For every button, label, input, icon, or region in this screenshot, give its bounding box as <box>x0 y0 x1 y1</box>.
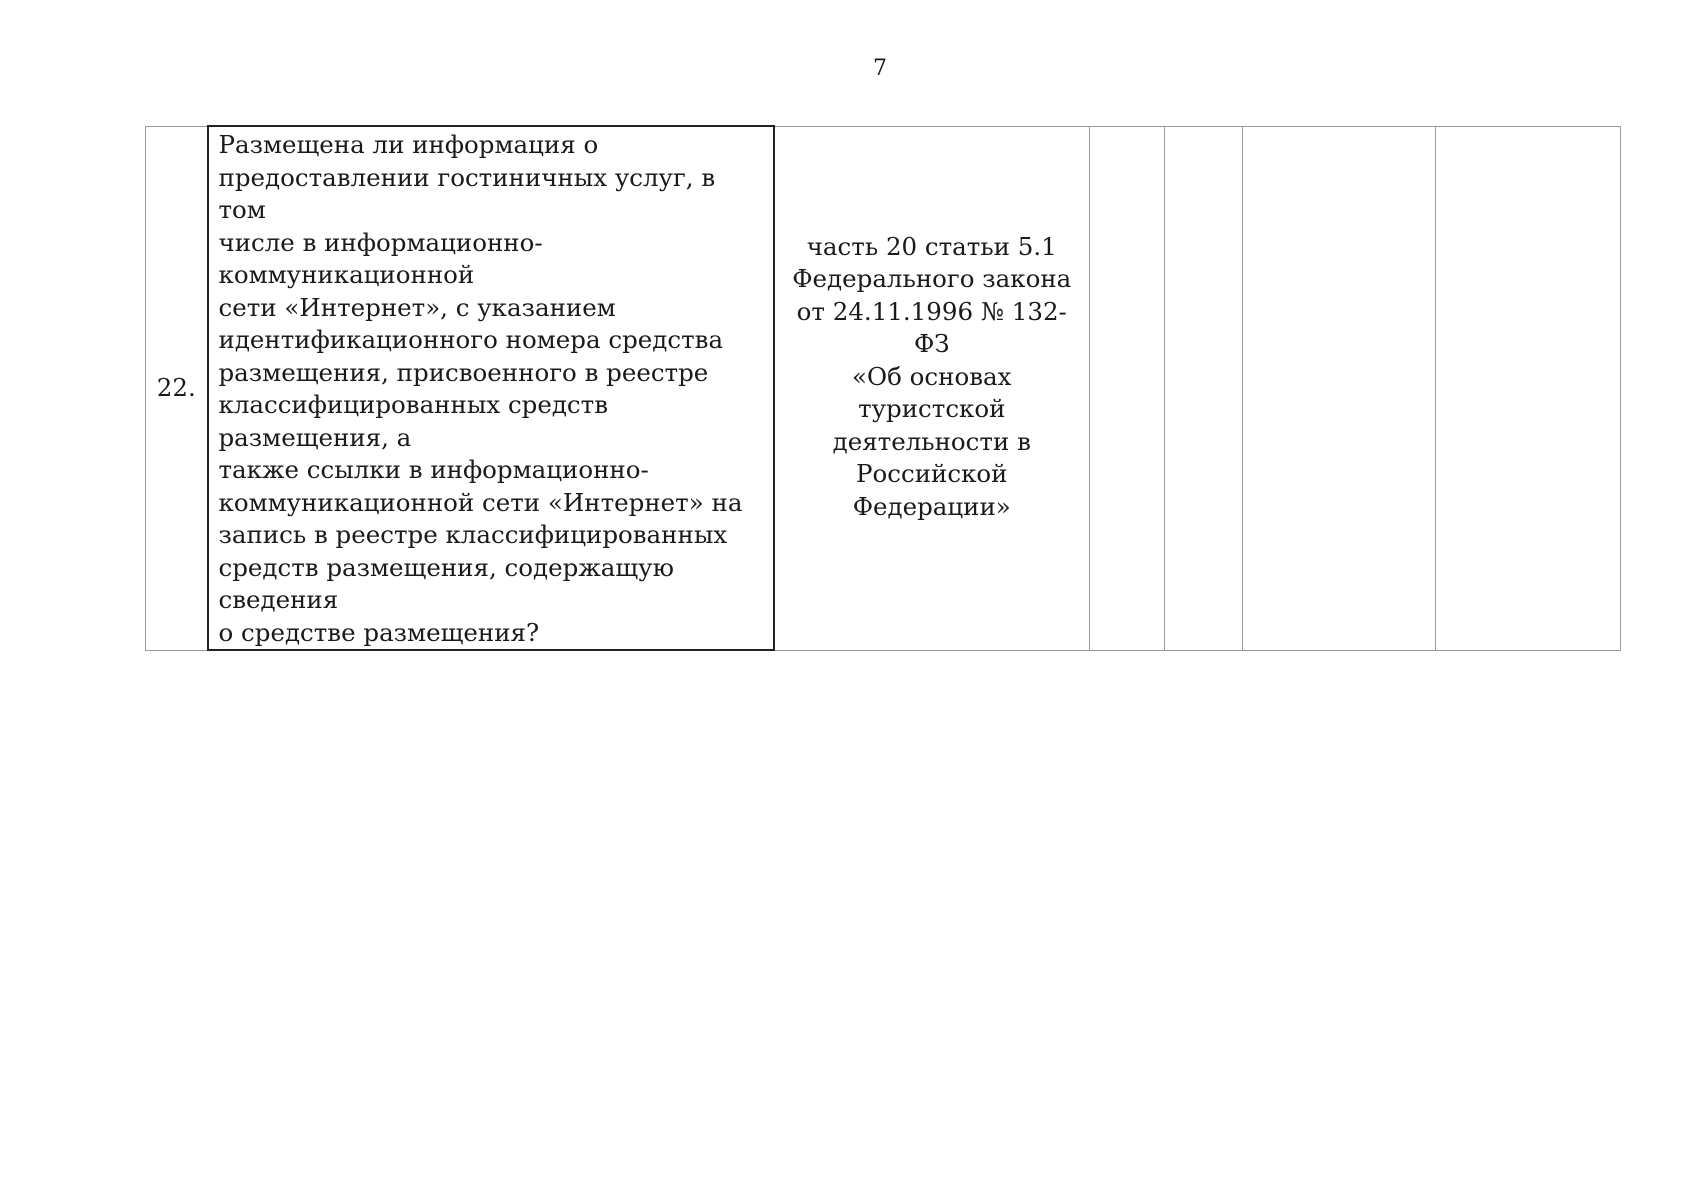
page-number: 7 <box>873 56 887 81</box>
question-line: средств размещения, содержащую сведения <box>218 552 674 614</box>
reference-line: деятельности в <box>832 426 1031 456</box>
answer-cell-not-applicable <box>1243 126 1436 650</box>
reference-line: Российской <box>856 459 1008 489</box>
answer-cell-no <box>1165 126 1243 650</box>
question-line: числе в информационно-коммуникационной <box>218 227 543 289</box>
question-line: идентификационного номера средства <box>218 325 724 354</box>
legal-reference-cell <box>774 126 1090 650</box>
question-line: классифицированных средств размещения, а <box>218 390 608 452</box>
question-line: Размещена ли информация о <box>218 130 599 159</box>
answer-cell-yes <box>1090 126 1165 650</box>
reference-line: Федерального закона <box>792 264 1072 294</box>
reference-line: Федерации» <box>852 491 1011 521</box>
notes-cell <box>1436 126 1621 650</box>
question-cell <box>208 126 774 650</box>
question-line: сети «Интернет», с указанием <box>218 292 616 322</box>
reference-line: «Об основах <box>852 361 1012 391</box>
question-line: коммуникационной сети «Интернет» на <box>218 487 743 517</box>
question-line: также ссылки в информационно- <box>218 455 649 484</box>
question-line: запись в реестре классифицированных <box>218 520 728 549</box>
question-line: размещения, присвоенного в реестре <box>218 357 709 387</box>
reference-line: часть 20 статьи 5.1 <box>806 231 1057 261</box>
legal-reference <box>787 231 1077 524</box>
table-row <box>146 126 1621 650</box>
reference-line: туристской <box>858 394 1006 424</box>
row-number-cell <box>146 126 208 650</box>
question-line: предоставлении гостиничных услуг, в том <box>218 162 716 224</box>
row-number: 22. <box>156 372 196 402</box>
checklist-table <box>145 125 1621 651</box>
question-line: о средстве размещения? <box>218 617 540 647</box>
reference-line: от 24.11.1996 № 132-ФЗ <box>796 296 1067 359</box>
